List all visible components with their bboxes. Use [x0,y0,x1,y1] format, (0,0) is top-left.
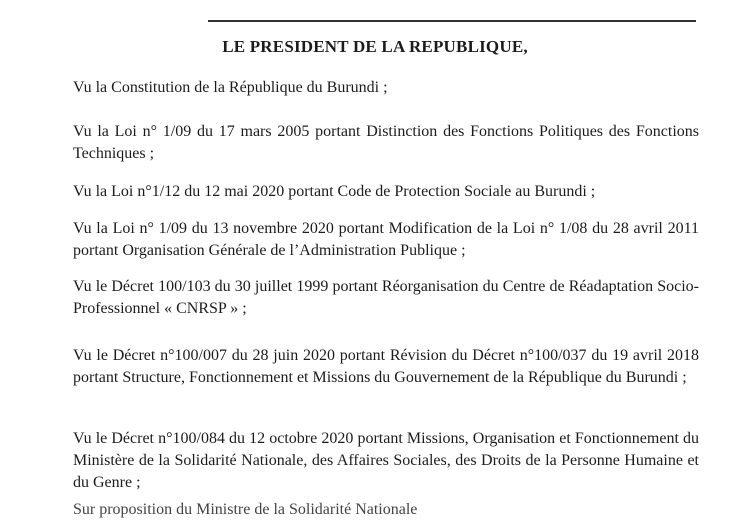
paragraph-decret-1999: Vu le Décret 100/103 du 30 juillet 1999 portant Réorganisation du Centre de Réadaptation Socio-Professionnel « CNRSP » ; [73,278,699,317]
paragraph-decret-2020-revision: Vu le Décret n°100/007 du 28 juin 2020 portant Révision du Décret n°100/037 du 19 avril 2018 portant Structure, Fonctionnement et Missions du Gouvernement de la République du Burundi ; [73,347,699,386]
paragraph-loi-2020-modification: Vu la Loi n° 1/09 du 13 novembre 2020 portant Modification de la Loi n° 1/08 du 28 avril 2011 portant Organisation Générale de l’Administration Publique ; [73,220,699,259]
document-title: LE PRESIDENT DE LA REPUBLIQUE, [222,37,528,56]
paragraph-constitution: Vu la Constitution de la République du Burundi ; [73,79,388,96]
header-rule [208,20,696,22]
paragraph-loi-2005: Vu la Loi n° 1/09 du 17 mars 2005 portant Distinction des Fonctions Politiques des Fonctions Techniques ; [73,123,699,162]
paragraph-decret-2020-missions: Vu le Décret n°100/084 du 12 octobre 2020 portant Missions, Organisation et Fonctionnement du Ministère de la Solidarité Nationale, des Affaires Sociales, des Droits de la Personne Humaine et du Genre ; [73,430,699,491]
cut-off-paragraph: Sur proposition du Ministre de la Solidarité Nationale [73,501,418,518]
paragraph-loi-2020-code: Vu la Loi n°1/12 du 12 mai 2020 portant Code de Protection Sociale au Burundi ; [73,183,596,200]
